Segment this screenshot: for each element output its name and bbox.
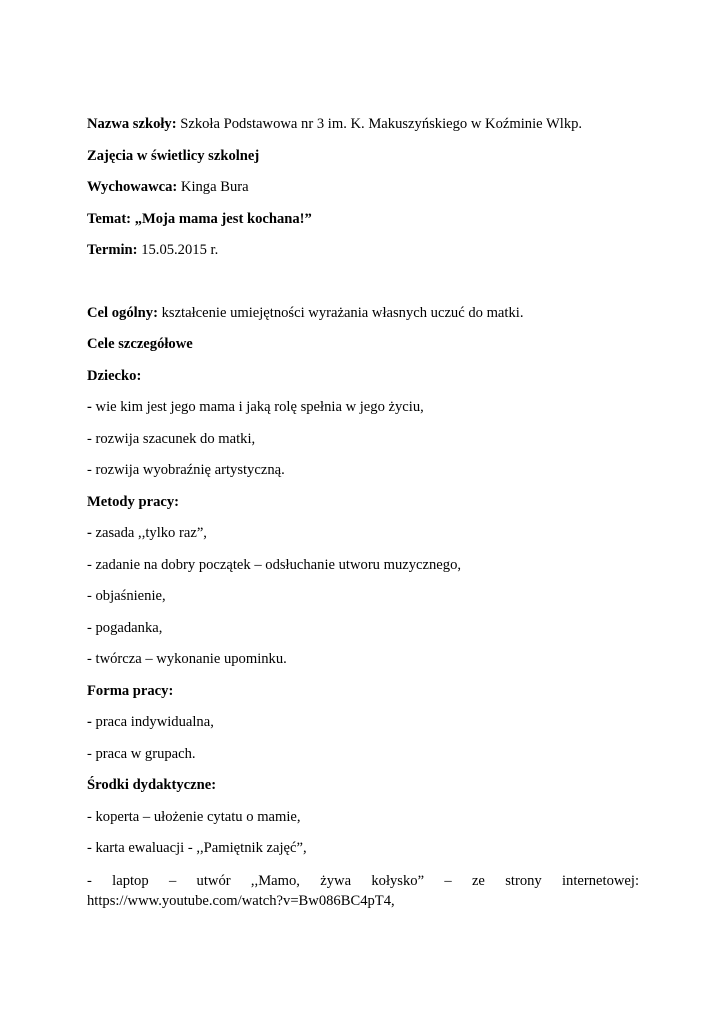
detailed-goals-title: Cele szczegółowe	[87, 336, 193, 352]
laptop-item-line	[87, 871, 639, 891]
laptop-word: kołysko”	[371, 872, 425, 889]
list-item	[87, 707, 639, 739]
list-item: - twórcza – wykonanie upominku.	[87, 651, 287, 667]
document-body	[87, 109, 639, 911]
laptop-item	[87, 871, 639, 911]
list-item: - koperta – ułożenie cytatu o mamie,	[87, 808, 301, 825]
list-item-text: praca indywidualna,	[91, 714, 214, 730]
general-goal-line	[87, 298, 639, 330]
methods-title: Metody pracy:	[87, 493, 179, 510]
list-item: - objaśnienie,	[87, 588, 166, 604]
list-item: - karta ewaluacji - ,,Pamiętnik zajęć”,	[87, 840, 307, 856]
means-title: Środki dydaktyczne:	[87, 777, 217, 793]
classes-title: Zajęcia w świetlicy szkolnej	[87, 147, 260, 164]
general-goal-label: Cel ogólny:	[87, 304, 158, 321]
laptop-word: ze	[471, 872, 485, 889]
date-value: 15.05.2015 r.	[137, 242, 219, 258]
school-name-label: Nazwa szkoły:	[87, 116, 177, 132]
laptop-word: internetowej:	[562, 872, 639, 889]
teacher-label: Wychowawca:	[87, 179, 178, 195]
list-item: - rozwija szacunek do matki,	[87, 430, 256, 447]
list-item-text: zasada ,,tylko raz”,	[91, 525, 207, 541]
laptop-word: –	[444, 872, 452, 889]
laptop-word: strony	[505, 872, 542, 889]
list-dash: -	[87, 525, 92, 541]
general-goal-value: kształcenie umiejętności wyrażania własnych uczuć do matki.	[157, 304, 524, 321]
date-line	[87, 235, 639, 267]
laptop-word: laptop	[112, 872, 149, 889]
form-title: Forma pracy:	[87, 682, 174, 699]
list-item: - praca w grupach.	[87, 745, 196, 762]
list-item: - rozwija wyobraźnię artystyczną.	[87, 462, 285, 478]
list-item: - pogadanka,	[87, 619, 163, 636]
topic-line: Temat: „Moja mama jest kochana!”	[87, 210, 312, 227]
school-name-line	[87, 109, 639, 141]
laptop-url: https://www.youtube.com/watch?v=Bw086BC4pT4,	[87, 892, 395, 909]
school-name-value: Szkoła Podstawowa nr 3 im. K. Makuszyńskiego w Koźminie Wlkp.	[176, 116, 583, 132]
list-dash: -	[87, 399, 92, 415]
list-item	[87, 392, 639, 424]
laptop-word: -	[87, 872, 92, 889]
laptop-word: żywa	[320, 872, 352, 889]
laptop-word: ,,Mamo,	[250, 872, 300, 889]
teacher-line	[87, 172, 639, 204]
spacer	[87, 267, 639, 298]
laptop-word: utwór	[196, 872, 231, 889]
date-label: Termin:	[87, 242, 138, 258]
list-item-text: wie kim jest jego mama i jaką rolę spełnia w jego życiu,	[91, 399, 424, 415]
teacher-value: Kinga Bura	[177, 179, 249, 195]
list-item	[87, 518, 639, 550]
list-item: - zadanie na dobry początek – odsłuchanie utworu muzycznego,	[87, 556, 462, 573]
list-dash: -	[87, 714, 92, 730]
child-title: Dziecko:	[87, 367, 142, 384]
laptop-word: –	[168, 872, 177, 889]
